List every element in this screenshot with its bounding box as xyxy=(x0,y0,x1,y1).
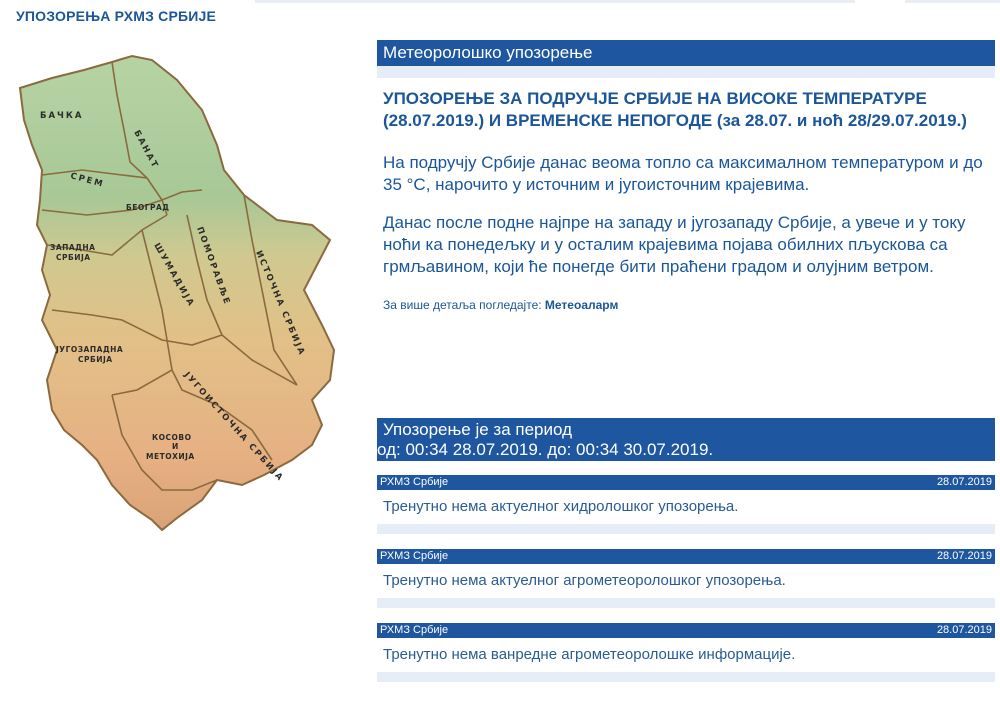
region-label-kosovo: КОСОВО xyxy=(152,433,192,442)
info-source: РХМЗ Србије xyxy=(380,550,449,562)
more-details-label: За више детаља погледајте: xyxy=(383,298,542,312)
region-label-sumadija: ШУМАДИЈА xyxy=(151,241,197,310)
warning-panel xyxy=(377,40,995,312)
top-divider xyxy=(905,0,1000,3)
region-label-metohija: МЕТОХИЈА xyxy=(146,452,195,461)
region-label-srbija: СРБИЈА xyxy=(56,253,91,262)
info-message: Тренутно нема ванредне агрометеоролошке информације. xyxy=(377,638,995,672)
warning-title: УПОЗОРЕЊЕ ЗА ПОДРУЧЈЕ СРБИЈЕ НА ВИСОКЕ ТЕМПЕРАТУРЕ (28.07.2019.) И ВРЕМЕНСКЕ НЕПОГОДЕ (за 28.07. и ноћ 28/29.07.2019.) xyxy=(383,89,967,130)
region-label-beograd: БЕОГРАД xyxy=(126,203,170,212)
warning-type-bar: Метеоролошко упозорење xyxy=(377,40,995,66)
info-date: 28.07.2019 xyxy=(936,550,992,562)
region-label-pomoravlje: ПОМОРАВЉЕ xyxy=(194,225,232,307)
region-label-jugozapadna: ЈУГОЗАПАДНА xyxy=(56,345,124,354)
region-label-banat: БАНАТ xyxy=(131,128,161,171)
info-divider xyxy=(377,524,995,534)
meteoalarm-link[interactable]: Метеоаларм xyxy=(544,298,619,312)
region-label-istocna-srbija: ИСТОЧНА СРБИЈА xyxy=(253,249,307,358)
info-message: Тренутно нема актуелног агрометеоролошког упозорења. xyxy=(377,564,995,598)
info-source: РХМЗ Србије xyxy=(380,624,449,636)
info-message: Тренутно нема актуелног хидролошког упозорења. xyxy=(377,490,995,524)
top-divider xyxy=(255,0,855,3)
info-divider xyxy=(377,598,995,608)
warning-paragraph-1: На подручју Србије данас веома топло са максималном температуром и до 35 °C, нарочито у источним и југоисточним крајевима. xyxy=(383,153,983,194)
bar-shadow xyxy=(377,66,995,78)
serbia-map[interactable] xyxy=(12,50,357,535)
page-title: УПОЗОРЕЊА РХМЗ СРБИЈЕ xyxy=(16,8,217,24)
info-date: 28.07.2019 xyxy=(936,476,992,488)
period-label: Упозорење је за период xyxy=(383,420,573,439)
warning-period xyxy=(377,418,995,461)
region-label-srbija-jz: СРБИЈА xyxy=(78,355,113,364)
more-details xyxy=(383,298,995,312)
region-label-srem: СРЕМ xyxy=(69,171,106,190)
warning-paragraph-2: Данас после подне најпре на западу и југозападу Србије, а увече и у току ноћи ка понедељку и у осталим крајевима појава обилних пљускова са грмљавином, који ће понегде бити праћени градом и олујним ветром. xyxy=(383,213,966,276)
info-header xyxy=(377,549,995,564)
region-label-zapadna: ЗАПАДНА xyxy=(50,243,96,252)
region-label-i: И xyxy=(172,442,179,451)
period-range: од: 00:34 28.07.2019. до: 00:34 30.07.2019. xyxy=(377,440,714,459)
info-header xyxy=(377,623,995,638)
info-block-hydro xyxy=(377,475,995,534)
info-source: РХМЗ Србије xyxy=(380,476,449,488)
info-header xyxy=(377,475,995,490)
region-label-jugoistocna-srbija: ЈУГОИСТОЧНА СРБИЈА xyxy=(181,370,286,485)
region-label-backa: БАЧКА xyxy=(40,111,84,121)
info-block-agro xyxy=(377,549,995,608)
info-date: 28.07.2019 xyxy=(936,624,992,636)
info-divider xyxy=(377,672,995,682)
info-block-agro-extra xyxy=(377,623,995,682)
